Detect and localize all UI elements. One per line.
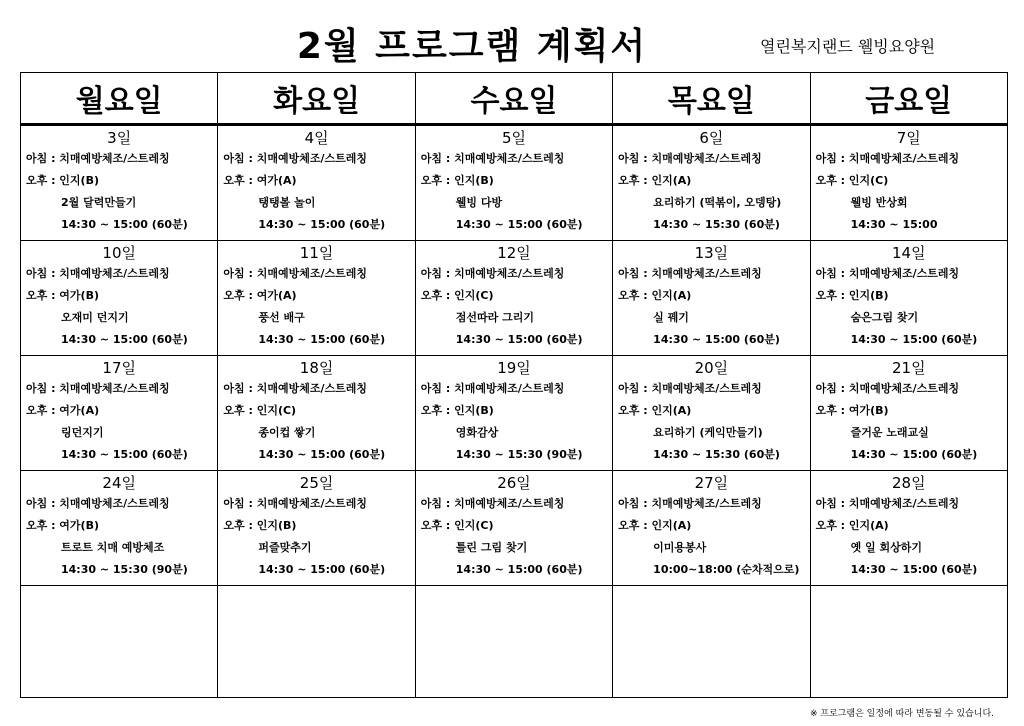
morning-program: 아침 : 치매예방체조/스트레칭 bbox=[223, 497, 367, 510]
day-cell bbox=[218, 241, 415, 356]
day-number: 5일 bbox=[501, 129, 526, 147]
afternoon-program: 오후 : 여가(B) bbox=[26, 289, 100, 302]
morning-program: 아침 : 치매예방체조/스트레칭 bbox=[223, 267, 367, 280]
activity-time: 14:30 ~ 15:00 (60분) bbox=[258, 333, 386, 346]
activity-name: 퍼즐맞추기 bbox=[258, 541, 312, 554]
empty-week-row bbox=[21, 586, 1008, 698]
day-cell bbox=[810, 241, 1007, 356]
activity-time: 14:30 ~ 15:00 (60분) bbox=[850, 563, 978, 576]
activity-name: 웰빙 반상회 bbox=[850, 196, 908, 209]
afternoon-program: 오후 : 인지(C) bbox=[420, 289, 494, 302]
afternoon-program: 오후 : 인지(A) bbox=[815, 519, 889, 532]
day-cell bbox=[218, 125, 415, 241]
morning-program: 아침 : 치매예방체조/스트레칭 bbox=[26, 267, 170, 280]
activity-name: 풍선 배구 bbox=[258, 311, 305, 324]
day-number: 12일 bbox=[497, 244, 531, 262]
afternoon-program: 오후 : 인지(B) bbox=[420, 174, 494, 187]
activity-time: 14:30 ~ 15:30 (90분) bbox=[61, 563, 188, 576]
day-cell bbox=[810, 471, 1007, 586]
activity-time: 14:30 ~ 15:00 (60분) bbox=[258, 448, 386, 461]
day-cell bbox=[810, 356, 1007, 471]
activity-name: 틀린 그림 찾기 bbox=[455, 541, 528, 554]
day-number: 10일 bbox=[102, 244, 136, 262]
week-row bbox=[21, 471, 1008, 586]
day-cell bbox=[21, 356, 218, 471]
activity-time: 14:30 ~ 15:00 (60분) bbox=[455, 333, 583, 346]
morning-program: 아침 : 치매예방체조/스트레칭 bbox=[618, 382, 762, 395]
day-number: 24일 bbox=[102, 474, 136, 492]
morning-program: 아침 : 치매예방체조/스트레칭 bbox=[223, 152, 367, 165]
footer-note: ※ 프로그램은 일정에 따라 변동될 수 있습니다. bbox=[809, 709, 994, 719]
weekday-header-row bbox=[21, 73, 1008, 125]
day-cell bbox=[21, 241, 218, 356]
day-cell bbox=[415, 125, 612, 241]
activity-time: 14:30 ~ 15:30 (60분) bbox=[653, 218, 780, 231]
empty-day-cell bbox=[218, 586, 415, 698]
activity-name: 요리하기 (케익만들기) bbox=[653, 426, 763, 439]
day-cell bbox=[218, 356, 415, 471]
day-cell bbox=[21, 471, 218, 586]
afternoon-program: 오후 : 인지(C) bbox=[223, 404, 297, 417]
day-cell bbox=[21, 125, 218, 241]
activity-name: 웰빙 다방 bbox=[455, 196, 503, 209]
afternoon-program: 오후 : 여가(A) bbox=[26, 404, 100, 417]
schedule-table bbox=[20, 72, 1008, 698]
activity-time: 14:30 ~ 15:00 (60분) bbox=[455, 218, 583, 231]
activity-name: 이미용봉사 bbox=[653, 541, 707, 554]
activity-time: 14:30 ~ 15:00 bbox=[850, 218, 938, 231]
activity-time: 14:30 ~ 15:00 (60분) bbox=[850, 448, 978, 461]
activity-name: 종이컵 쌓기 bbox=[258, 426, 316, 439]
activity-name: 오재미 던지기 bbox=[61, 311, 129, 324]
day-number: 6일 bbox=[699, 129, 724, 147]
afternoon-program: 오후 : 인지(A) bbox=[618, 519, 692, 532]
activity-name: 탱탱볼 놀이 bbox=[258, 196, 316, 209]
morning-program: 아침 : 치매예방체조/스트레칭 bbox=[223, 382, 367, 395]
day-cell bbox=[613, 471, 810, 586]
weekday-header: 목요일 bbox=[613, 73, 810, 125]
activity-name: 요리하기 (떡볶이, 오뎅탕) bbox=[653, 196, 782, 209]
day-number: 21일 bbox=[891, 359, 926, 377]
day-number: 14일 bbox=[891, 244, 926, 262]
weekday-header: 월요일 bbox=[21, 73, 218, 125]
afternoon-program: 오후 : 여가(A) bbox=[223, 174, 297, 187]
week-row bbox=[21, 241, 1008, 356]
afternoon-program: 오후 : 여가(B) bbox=[815, 404, 889, 417]
day-cell bbox=[613, 241, 810, 356]
morning-program: 아침 : 치매예방체조/스트레칭 bbox=[26, 382, 170, 395]
afternoon-program: 오후 : 여가(B) bbox=[26, 519, 100, 532]
activity-time: 10:00~18:00 (순차적으로) bbox=[653, 563, 800, 576]
activity-time: 14:30 ~ 15:30 (60분) bbox=[653, 448, 780, 461]
afternoon-program: 오후 : 인지(B) bbox=[26, 174, 100, 187]
page-title: 2월 프로그램 계획서 bbox=[296, 26, 648, 67]
morning-program: 아침 : 치매예방체조/스트레칭 bbox=[420, 497, 565, 510]
empty-day-cell bbox=[613, 586, 810, 698]
empty-day-cell bbox=[810, 586, 1007, 698]
morning-program: 아침 : 치매예방체조/스트레칭 bbox=[618, 267, 762, 280]
day-number: 26일 bbox=[497, 474, 531, 492]
afternoon-program: 오후 : 여가(A) bbox=[223, 289, 297, 302]
day-cell bbox=[613, 125, 810, 241]
activity-time: 14:30 ~ 15:00 (60분) bbox=[455, 563, 583, 576]
afternoon-program: 오후 : 인지(B) bbox=[815, 289, 889, 302]
activity-name: 점선따라 그리기 bbox=[455, 311, 534, 324]
morning-program: 아침 : 치매예방체조/스트레칭 bbox=[26, 152, 170, 165]
weekday-header: 금요일 bbox=[810, 73, 1007, 125]
organization-name: 열린복지랜드 웰빙요양원 bbox=[760, 37, 936, 56]
day-number: 20일 bbox=[694, 359, 729, 377]
morning-program: 아침 : 치매예방체조/스트레칭 bbox=[26, 497, 170, 510]
day-number: 3일 bbox=[107, 129, 132, 147]
week-row bbox=[21, 356, 1008, 471]
activity-name: 숨은그림 찾기 bbox=[850, 311, 919, 324]
morning-program: 아침 : 치매예방체조/스트레칭 bbox=[420, 152, 565, 165]
day-number: 27일 bbox=[694, 474, 729, 492]
morning-program: 아침 : 치매예방체조/스트레칭 bbox=[420, 382, 565, 395]
afternoon-program: 오후 : 인지(B) bbox=[223, 519, 297, 532]
morning-program: 아침 : 치매예방체조/스트레칭 bbox=[815, 267, 960, 280]
activity-time: 14:30 ~ 15:00 (60분) bbox=[61, 333, 188, 346]
afternoon-program: 오후 : 인지(A) bbox=[618, 289, 692, 302]
activity-name: 영화감상 bbox=[455, 426, 499, 439]
afternoon-program: 오후 : 인지(C) bbox=[815, 174, 889, 187]
activity-name: 즐거운 노래교실 bbox=[850, 426, 929, 439]
day-number: 28일 bbox=[891, 474, 926, 492]
activity-time: 14:30 ~ 15:00 (60분) bbox=[61, 448, 188, 461]
weekday-header: 화요일 bbox=[218, 73, 415, 125]
activity-time: 14:30 ~ 15:00 (60분) bbox=[258, 218, 386, 231]
day-cell bbox=[415, 471, 612, 586]
morning-program: 아침 : 치매예방체조/스트레칭 bbox=[420, 267, 565, 280]
activity-time: 14:30 ~ 15:00 (60분) bbox=[850, 333, 978, 346]
activity-name: 트로트 치매 예방체조 bbox=[61, 541, 165, 554]
activity-name: 옛 일 회상하기 bbox=[850, 541, 922, 554]
day-number: 11일 bbox=[299, 244, 334, 262]
day-number: 25일 bbox=[299, 474, 334, 492]
afternoon-program: 오후 : 인지(C) bbox=[420, 519, 494, 532]
afternoon-program: 오후 : 인지(B) bbox=[420, 404, 494, 417]
day-number: 19일 bbox=[497, 359, 531, 377]
activity-time: 14:30 ~ 15:00 (60분) bbox=[258, 563, 386, 576]
activity-time: 14:30 ~ 15:00 (60분) bbox=[653, 333, 780, 346]
empty-day-cell bbox=[415, 586, 612, 698]
day-number: 17일 bbox=[102, 359, 136, 377]
day-number: 4일 bbox=[304, 129, 329, 147]
afternoon-program: 오후 : 인지(A) bbox=[618, 404, 692, 417]
empty-day-cell bbox=[21, 586, 218, 698]
day-number: 18일 bbox=[299, 359, 334, 377]
activity-time: 14:30 ~ 15:00 (60분) bbox=[61, 218, 188, 231]
activity-time: 14:30 ~ 15:30 (90분) bbox=[455, 448, 583, 461]
activity-name: 링던지기 bbox=[61, 426, 104, 439]
day-cell bbox=[218, 471, 415, 586]
weekday-header: 수요일 bbox=[415, 73, 612, 125]
activity-name: 2월 달력만들기 bbox=[61, 196, 137, 209]
morning-program: 아침 : 치매예방체조/스트레칭 bbox=[618, 497, 762, 510]
morning-program: 아침 : 치매예방체조/스트레칭 bbox=[618, 152, 762, 165]
morning-program: 아침 : 치매예방체조/스트레칭 bbox=[815, 152, 960, 165]
activity-name: 실 꿰기 bbox=[653, 311, 689, 324]
day-cell bbox=[415, 356, 612, 471]
morning-program: 아침 : 치매예방체조/스트레칭 bbox=[815, 382, 960, 395]
morning-program: 아침 : 치매예방체조/스트레칭 bbox=[815, 497, 960, 510]
day-number: 7일 bbox=[896, 129, 921, 147]
day-cell bbox=[613, 356, 810, 471]
week-row bbox=[21, 125, 1008, 241]
day-cell bbox=[415, 241, 612, 356]
afternoon-program: 오후 : 인지(A) bbox=[618, 174, 692, 187]
day-cell bbox=[810, 125, 1007, 241]
day-number: 13일 bbox=[694, 244, 729, 262]
